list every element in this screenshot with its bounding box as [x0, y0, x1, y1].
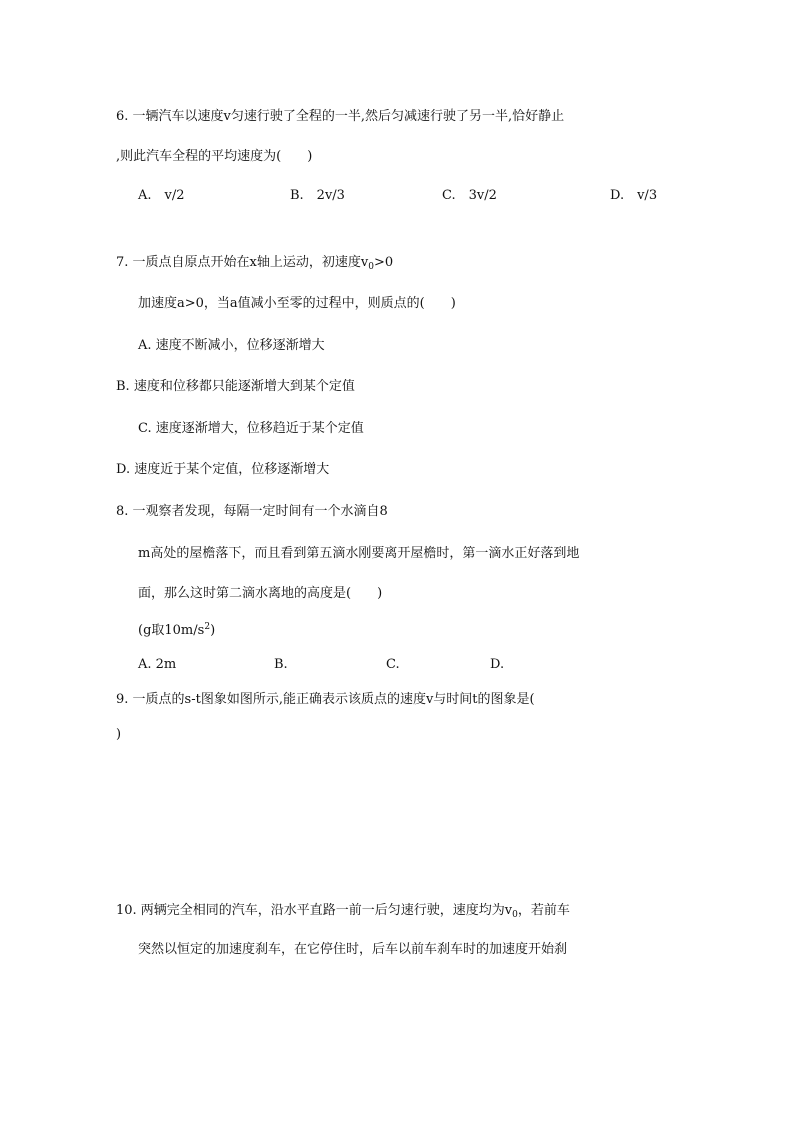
q8-option-a: A. 2m	[138, 657, 177, 672]
q7-subscript: 0	[368, 262, 374, 272]
q7-option-d: D. 速度近于某个定值，位移逐渐增大	[116, 462, 330, 477]
q9-line-2: )	[116, 727, 122, 742]
q8-line-1: 8. 一观察者发现，每隔一定时间有一个水滴自8	[116, 504, 388, 519]
q7-line-1-text: 7. 一质点自原点开始在x轴上运动，初速度v	[116, 255, 369, 270]
q10-subscript: 0	[512, 910, 518, 920]
q8-superscript: 2	[204, 622, 211, 632]
q7-option-c: C. 速度逐渐增大，位移趋近于某个定值	[138, 421, 364, 436]
q8-option-d: D.	[490, 657, 505, 672]
q7-line-2: 加速度a>0，当a值减小至零的过程中，则质点的( )	[138, 296, 456, 311]
q6-option-b: B. 2v/3	[290, 188, 345, 203]
q8-line-4	[138, 622, 215, 641]
q6-option-a: A. v/2	[138, 188, 185, 203]
q8-line-4-tail: )	[210, 623, 216, 638]
q8-line-2: m高处的屋檐落下，而且看到第五滴水刚要离开屋檐时，第一滴水正好落到地	[138, 546, 580, 561]
q9-line-1: 9. 一质点的s-t图象如图所示,能正确表示该质点的速度v与时间t的图象是(	[116, 692, 535, 707]
q8-line-4-text: (g取10m/s	[138, 623, 205, 638]
q7-line-1	[116, 254, 393, 273]
q10-line-1-tail: ，若前车	[517, 903, 570, 918]
q8-option-c: C.	[386, 657, 400, 672]
q8-line-3: 面，那么这时第二滴水离地的高度是( )	[138, 586, 383, 601]
q10-line-1	[116, 902, 570, 921]
q10-line-1-text: 10. 两辆完全相同的汽车，沿水平直路一前一后匀速行驶，速度均为v	[116, 903, 513, 918]
q8-option-b: B.	[274, 657, 288, 672]
q6-option-d: D. v/3	[610, 188, 658, 203]
q7-option-a: A. 速度不断减小，位移逐渐增大	[138, 338, 325, 353]
q6-option-c: C. 3v/2	[442, 188, 497, 203]
q7-line-1-tail: >0	[373, 255, 394, 270]
q6-line-2: ,则此汽车全程的平均速度为( )	[116, 149, 313, 164]
q10-line-2: 突然以恒定的加速度刹车，在它停住时，后车以前车刹车时的加速度开始刹	[138, 942, 568, 957]
q6-line-1: 6. 一辆汽车以速度v匀速行驶了全程的一半,然后匀减速行驶了另一半,恰好静止	[116, 109, 565, 124]
q7-option-b: B. 速度和位移都只能逐渐增大到某个定值	[116, 379, 355, 394]
